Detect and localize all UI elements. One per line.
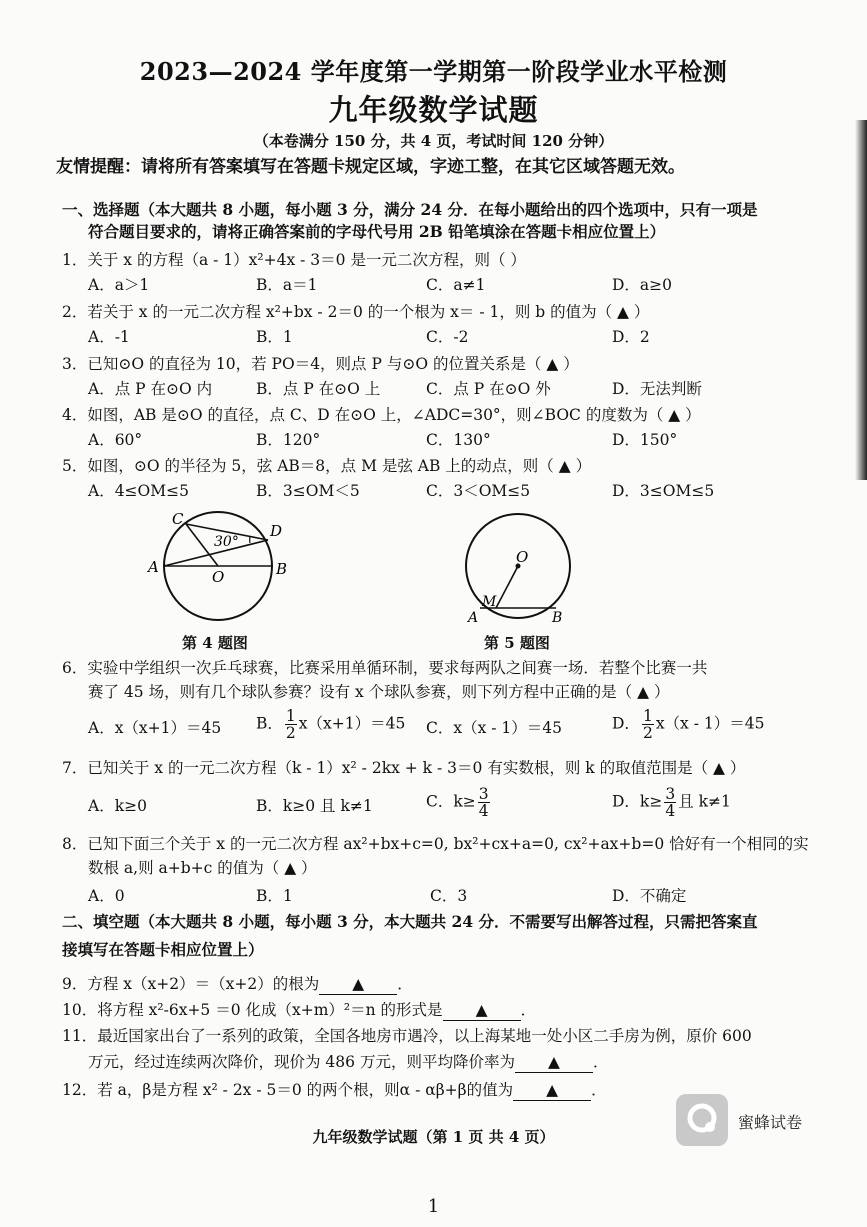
q4-option-c: C．130° [426,431,491,449]
q4-option-d: D．150° [612,431,678,449]
page-footer: 九年级数学试题（第 1 页 共 4 页） [312,1128,555,1146]
q5-option-b: B．3≤OM＜5 [256,482,360,500]
fig4-label-d: D [270,522,283,540]
q11-end: ． [592,1053,609,1071]
q10-answer-blank: ▲ [443,1000,521,1021]
section1-heading-2: 符合题目要求的，请将正确答案前的字母代号用 2B 铅笔填涂在答题卡相应位置上） [88,222,666,241]
q4-stem: 4．如图，AB 是⊙O 的直径，点 C、D 在⊙O 上，∠ADC=30°，则∠BOC 的度数为（ ▲ ） [62,406,701,424]
exam-subtitle: 九年级数学试题 [328,93,539,127]
section2-heading-2: 接填写在答题卡相应位置上） [62,940,264,959]
q3-option-c: C．点 P 在⊙O 外 [426,380,551,398]
q3-option-b: B．点 P 在⊙O 上 [256,380,381,398]
q7-stem: 7．已知关于 x 的一元二次方程（k - 1）x² - 2kx + k - 3＝0 有实数根，则 k 的取值范围是（ ▲ ） [62,759,746,777]
q6-option-d-prefix: D． [612,714,640,733]
q7-c-denominator: 4 [478,802,489,820]
q7-option-d-rest: 且 k≠1 [678,792,731,811]
fig5-segment-om [496,566,518,608]
q10-end: ． [520,1001,537,1019]
q12-stem: 12．若 a，β是方程 x² - 2x - 5＝0 的两个根，则α - αβ+β的值为 [62,1081,514,1099]
q5-option-a: A．4≤OM≤5 [88,482,189,500]
q1-option-c: C．a≠1 [426,276,486,294]
q6-d-numerator: 1 [642,707,653,725]
figure-4-diagram [140,510,310,630]
q8-option-d: D．不确定 [612,887,687,905]
q6-option-d-fraction [642,708,654,741]
figure-5-caption: 第 5 题图 [484,634,550,652]
q6-option-d-rest: x（x - 1）＝45 [655,714,765,733]
q6-option-b [256,708,405,741]
fig5-label-m: M [482,594,497,610]
q5-stem: 5．如图，⊙O 的半径为 5，弦 AB＝8，点 M 是弦 AB 上的动点，则（ ▲ ） [62,457,592,475]
q6-b-denominator: 2 [285,724,296,742]
q7-option-d [612,786,731,819]
q11-answer-blank: ▲ [515,1052,593,1073]
q7-option-c-prefix: C．k≥ [426,792,476,811]
fig4-label-b: B [276,560,288,578]
q6-option-b-rest: x（x+1）＝45 [298,714,406,733]
q3-option-d: D．无法判断 [612,380,702,398]
q12 [62,1080,607,1101]
q6-option-c: C．x（x - 1）＝45 [426,719,563,737]
q6-option-b-fraction [285,708,297,741]
q8-option-b: B．1 [256,887,293,905]
fig4-angle-label: 30° [214,534,239,550]
q6-stem-1: 6．实验中学组织一次乒乓球赛，比赛采用单循环制，要求每两队之间赛一场．若整个比赛一共 [62,659,708,677]
q5-option-d: D．3≤OM≤5 [612,482,715,500]
q2-option-a: A．-1 [88,328,130,346]
q7-option-d-fraction [664,786,676,819]
q9 [62,974,413,995]
fig4-label-o: O [212,568,225,586]
exam-title: 2023—2024 学年度第一学期第一阶段学业水平检测 [139,57,728,86]
fig4-label-c: C [172,510,184,528]
q7-option-c-fraction [478,786,490,819]
scan-edge-shadow [855,120,867,480]
q7-c-numerator: 3 [478,785,489,803]
q3-stem: 3．已知⊙O 的直径为 10，若 PO＝4，则点 P 与⊙O 的位置关系是（ ▲ ） [62,355,579,373]
fig5-label-a: A [468,610,479,626]
q11-line-2 [88,1052,608,1073]
q9-end: ． [397,975,413,993]
q6-stem-2: 赛了 45 场，则有几个球队参赛？设有 x 个球队参赛，则下列方程中正确的是（ ▲ ） [88,683,670,701]
exam-meta: （本卷满分 150 分，共 4 页，考试时间 120 分钟） [253,132,614,150]
q6-option-a: A．x（x+1）＝45 [88,719,222,737]
q2-option-b: B．1 [256,328,293,346]
fig5-label-b: B [552,610,563,626]
section1-heading-1: 一、选择题（本大题共 8 小题，每小题 3 分，满分 24 分．在每小题给出的四个选项中，只有一项是 [62,200,758,219]
q8-stem-1: 8．已知下面三个关于 x 的一元二次方程 ax²+bx+c=0, bx²+cx+a=0, cx²+ax+b=0 恰好有一个相同的实 [62,835,809,853]
q6-option-b-prefix: B． [256,714,283,733]
q8-option-c: C．3 [430,887,468,905]
q10 [62,1000,536,1021]
q9-answer-blank: ▲ [319,974,397,995]
q11-stem-2: 万元，经过连续两次降价，现价为 486 万元，则平均降价率为 [88,1053,515,1071]
q12-answer-blank: ▲ [513,1080,591,1101]
q7-option-b: B．k≥0 且 k≠1 [256,797,373,815]
watermark-text: 蜜蜂试卷 [738,1113,803,1132]
q10-stem: 10．将方程 x²-6x+5 ＝0 化成（x+m）²＝n 的形式是 [62,1001,443,1019]
q1-option-d: D．a≥0 [612,276,673,294]
q11-stem-1: 11．最近国家出台了一系列的政策，全国各地房市遇冷，以上海某地一处小区二手房为例，原价 600 [62,1027,752,1045]
fig4-label-a: A [148,558,159,576]
figure-4-caption: 第 4 题图 [182,634,248,652]
section2-heading-1: 二、填空题（本大题共 8 小题，每小题 3 分，本大题共 24 分．不需要写出解答过程，只需把答案直 [62,912,758,931]
q5-option-c: C．3＜OM≤5 [426,482,531,500]
q2-stem: 2．若关于 x 的一元二次方程 x²+bx - 2＝0 的一个根为 x＝ - 1，则 b 的值为（ ▲ ） [62,303,650,321]
q1-option-b: B．a＝1 [256,276,318,294]
q1-stem: 1．关于 x 的方程（a - 1）x²+4x - 3＝0 是一元二次方程，则（ ） [62,251,526,269]
q1-option-a: A．a＞1 [88,276,150,294]
q2-option-d: D．2 [612,328,650,346]
q8-stem-2: 数根 a,则 a+b+c 的值为（ ▲ ） [88,859,317,877]
fig5-label-o: O [516,548,529,566]
q6-b-numerator: 1 [285,707,296,725]
q6-option-d [612,708,764,741]
q9-stem: 9．方程 x（x+2）＝（x+2）的根为 [62,975,320,993]
page-number: 1 [427,1196,440,1217]
figure-5-diagram [456,512,586,630]
q7-option-c [426,786,492,819]
q8-option-a: A．0 [88,887,125,905]
q7-option-d-prefix: D．k≥ [612,792,663,811]
q7-option-a: A．k≥0 [88,797,147,815]
q12-end: ． [591,1081,607,1099]
q7-d-numerator: 3 [665,785,676,803]
q7-d-denominator: 4 [665,802,676,820]
q3-option-a: A．点 P 在⊙O 内 [88,380,213,398]
q2-option-c: C．-2 [426,328,469,346]
q6-d-denominator: 2 [642,724,653,742]
q4-option-a: A．60° [88,431,143,449]
exam-tip: 友情提醒：请将所有答案填写在答题卡规定区域，字迹工整，在其它区域答题无效。 [56,157,685,177]
q4-option-b: B．120° [256,431,321,449]
